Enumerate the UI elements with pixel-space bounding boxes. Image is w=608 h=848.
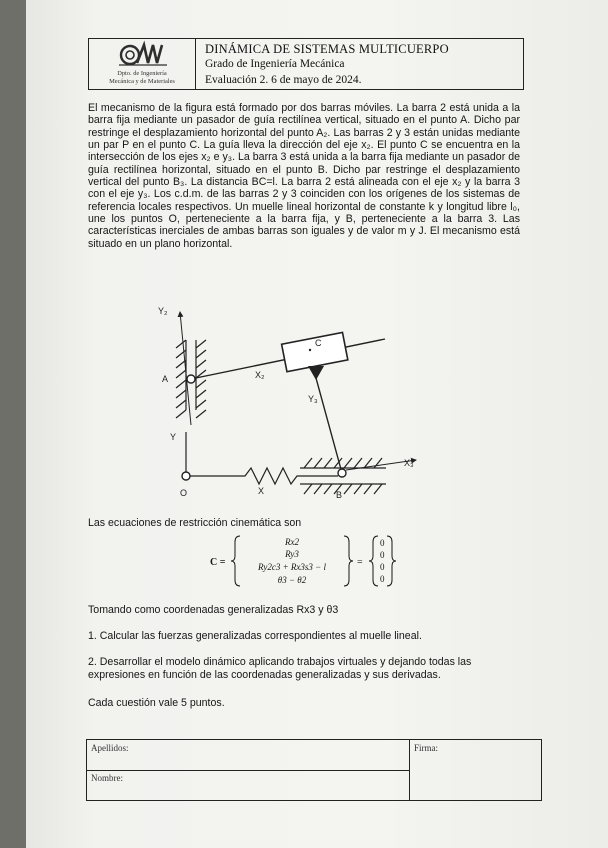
label-A: A: [162, 374, 169, 384]
question-1: 1. Calcular las fuerzas generalizadas correspondientes al muelle lineal.: [88, 630, 422, 642]
department-line-1: Dpto. de Ingeniería: [117, 70, 167, 77]
label-Y3: Y₃: [308, 394, 318, 404]
label-X2: X₂: [255, 370, 265, 380]
equation-lhs: C =: [210, 557, 226, 568]
scoring-note: Cada cuestión vale 5 puntos.: [88, 697, 225, 709]
equation-row-1: Rx2: [285, 537, 299, 547]
department-line-2: Mecánica y de Materiales: [109, 78, 175, 85]
zero-3: 0: [380, 562, 385, 572]
evaluation-date: Evaluación 2. 6 de mayo de 2024.: [205, 74, 362, 86]
constraint-equations: [208, 532, 408, 590]
label-Y: Y: [170, 432, 177, 442]
problem-statement: El mecanismo de la figura está formado por dos barras móviles. La barra 2 está unida a la barra fija mediante un pasador de guía rectilínea vertical, situado en el punto A. Dicho par restringe el desplazamiento horizontal del punto A₂. Las barras 2 y 3 están unidas mediante un par P en el punto C. La guía lleva la dirección del eje x₂. El punto C se encuentra en la intersección de los ejes x₂ e y₃. La barra 3 está unida a la barra fija mediante un pasador de guía rectilínea horizontal, situado en el punto B. Dicho par restringe el desplazamiento vertical del punto B₃. La distancia BC=l. La barra 2 está alineada con el eje x₂ y la barra 3 con el eje y₃. Los c.d.m. de las barras 2 y 3 coinciden con los orígenes de los sistemas de referencia locales respectivos. Un muelle lineal horizontal de constante k y longitud libre l₀, une los puntos O, perteneciente a la barra fija, y B, perteneciente a la barra 3. Las características inerciales de ambas barras son iguales y de valor m y J. El mecanismo está situado en un plano horizontal.: [88, 102, 520, 250]
exam-header: [88, 38, 524, 90]
label-B: B: [336, 490, 343, 500]
mechanism-figure: [150, 300, 420, 510]
question-2: 2. Desarrollar el modelo dinámico aplicando trabajos virtuales y dejando todas las expresiones en función de las coordenadas generalizadas y sus derivadas.: [88, 656, 472, 681]
zero-4: 0: [380, 574, 385, 584]
logo-icon: [89, 39, 195, 73]
generalized-coordinates: Tomando como coordenadas generalizadas Rx3 y θ3: [88, 604, 339, 616]
label-X3: X₃: [404, 458, 414, 468]
equation-row-3: Ry2c3 + Rx3s3 − l: [258, 562, 326, 572]
surname-field[interactable]: Apellidos:: [91, 743, 129, 753]
equation-row-2: Ry3: [285, 549, 299, 559]
label-Y2: Y₂: [158, 306, 168, 316]
name-field[interactable]: Nombre:: [91, 773, 123, 783]
equation-row-4: θ3 − θ2: [277, 575, 307, 585]
department-logo: [89, 39, 195, 91]
course-title: DINÁMICA DE SISTEMAS MULTICUERPO: [205, 42, 449, 56]
form-column-divider: [409, 740, 410, 800]
label-X: X: [258, 486, 265, 496]
spring: [190, 468, 338, 484]
form-row-divider: [87, 770, 409, 771]
zero-2: 0: [380, 550, 385, 560]
zero-1: 0: [380, 538, 385, 548]
svg-text:=: =: [357, 557, 363, 568]
signature-field[interactable]: Firma:: [414, 743, 438, 753]
header-divider: [195, 39, 196, 89]
degree-name: Grado de Ingeniería Mecánica: [205, 58, 345, 70]
label-O: O: [180, 488, 188, 498]
student-form: [86, 739, 542, 801]
equations-intro: Las ecuaciones de restricción cinemática son: [88, 517, 302, 529]
label-C: C: [315, 338, 322, 348]
